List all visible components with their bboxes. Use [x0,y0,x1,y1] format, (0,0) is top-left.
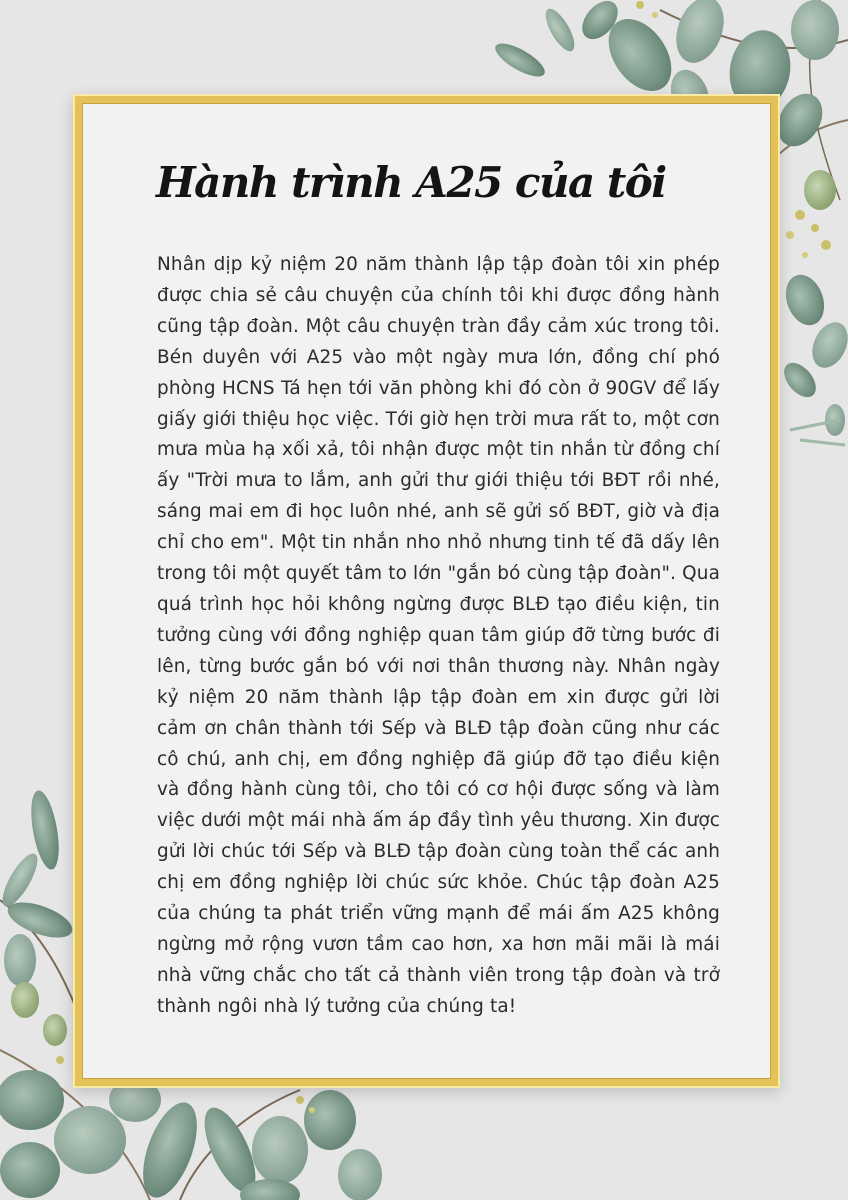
document-body: Nhân dịp kỷ niệm 20 năm thành lập tập đoàn tôi xin phép được chia sẻ câu chuyện của chính tôi khi được đồng hành cũng tập đoàn. Một câu chuyện tràn đầy cảm xúc trong tôi. Bén duyên với A25 vào một ngày mưa lớn, đồng chí phó phòng HCNS Tá hẹn tới văn phòng khi đó còn ở 90GV để lấy giấy giới thiệu học việc. Tới giờ hẹn trời mưa rất to, một cơn mưa mùa hạ xối xả, tôi nhận được một tin nhắn từ đồng chí ấy "Trời mưa to lắm, anh gửi thư giới thiệu tới BĐT rồi nhé, sáng mai em đi học luôn nhé, anh sẽ gửi số BĐT, giờ và địa chỉ cho em". Một tin nhắn nho nhỏ nhưng tinh tế đã dấy lên trong tôi một quyết tâm to lớn "gắn bó cùng tập đoàn". Qua quá trình học hỏi không ngừng được BLĐ tạo điều kiện, tin tưởng cùng với đồng nghiệp quan tâm giúp đỡ từng bước đi lên, từng bước gắn bó với nơi thân thương này. Nhân ngày kỷ niệm 20 năm thành lập tập đoàn em xin được gửi lời cảm ơn chân thành tới Sếp và BLĐ tập đoàn cũng như các cô chú, anh chị, em đồng nghiệp đã giúp đỡ tạo điều kiện và đồng hành cùng tôi, cho tôi có cơ hội được sống và làm việc dưới một mái nhà ấm áp đầy tình yêu thương. Xin được gửi lời chúc tới Sếp và BLĐ tập đoàn cùng toàn thể các anh chị em đồng nghiệp lời chúc sức khỏe. Chúc tập đoàn A25 của chúng ta phát triển vững mạnh để mái ấm A25 không ngừng mở rộng vươn tầm cao hơn, xa hơn mãi mãi là mái nhà vững chắc cho tất cả thành viên trong tập đoàn và trở thành ngôi nhà lý tưởng của chúng ta! [157,254,720,1017]
document-title: Hành trình A25 của tôi [156,158,666,207]
